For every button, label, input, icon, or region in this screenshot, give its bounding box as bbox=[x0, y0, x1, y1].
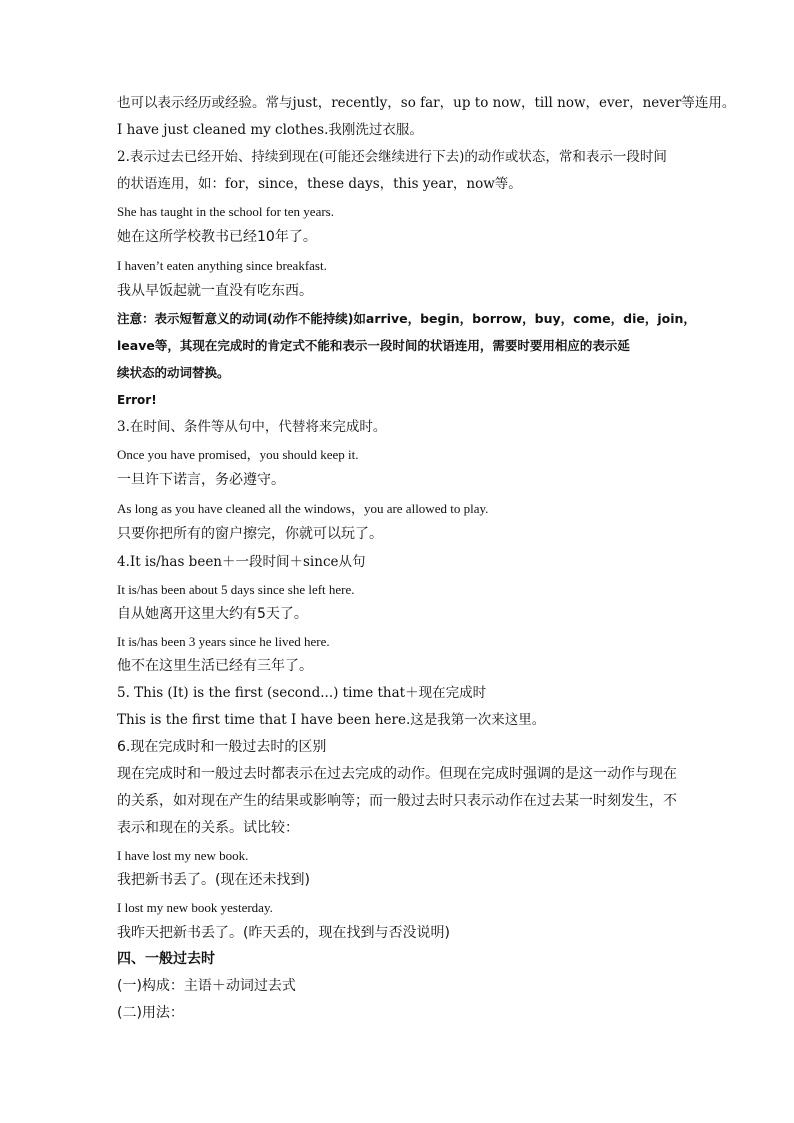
example-sentence-zh: 只要你把所有的窗户擦完，你就可以玩了。 bbox=[117, 526, 383, 542]
subsection-heading: (一)构成：主语＋动词过去式 bbox=[117, 978, 296, 994]
note-line: 注意：表示短暂意义的动词(动作不能持续)如arrive，begin，borrow，buy，come，die，join， bbox=[117, 311, 696, 326]
error-label: Error! bbox=[117, 393, 157, 407]
example-sentence-en: Once you have promised，you should keep it. bbox=[117, 447, 359, 462]
chapter-heading: 四、一般过去时 bbox=[117, 951, 215, 967]
example-sentence-zh: 自从她离开这里大约有5天了。 bbox=[117, 606, 308, 622]
example-sentence-zh: 她在这所学校教书已经10年了。 bbox=[117, 229, 317, 245]
text-line: 也可以表示经历或经验。常与just，recently，so far，up to now，till now，ever，never等连用。 bbox=[117, 95, 736, 111]
example-sentence-zh: 一旦许下诺言，务必遵守。 bbox=[117, 472, 285, 488]
section-heading: 4.It is/has been＋一段时间＋since从句 bbox=[117, 554, 366, 570]
text-line: 的状语连用，如：for，since，these days，this year，now等。 bbox=[117, 176, 522, 192]
example-sentence-en: I haven’t eaten anything since breakfast. bbox=[117, 258, 327, 273]
section-heading: 6.现在完成时和一般过去时的区别 bbox=[117, 739, 327, 755]
example-sentence-en: As long as you have cleaned all the windows，you are allowed to play. bbox=[117, 501, 489, 516]
note-line: leave等，其现在完成时的肯定式不能和表示一段时间的状语连用，需要时要用相应的表示延 bbox=[117, 338, 630, 353]
text-line: I have just cleaned my clothes.我刚洗过衣服。 bbox=[117, 122, 423, 138]
example-sentence-en: She has taught in the school for ten years. bbox=[117, 204, 334, 219]
text-line: 2.表示过去已经开始、持续到现在(可能还会继续进行下去)的动作或状态，常和表示一段时间 bbox=[117, 149, 667, 165]
example-sentence-en: It is/has been about 5 days since she left here. bbox=[117, 582, 355, 597]
section-heading: 5. This (It) is the first (second...) time that＋现在完成时 bbox=[117, 685, 487, 701]
example-sentence-zh: 他不在这里生活已经有三年了。 bbox=[117, 658, 313, 674]
example-sentence-zh: 我把新书丢了。(现在还未找到) bbox=[117, 872, 310, 888]
text-line: 现在完成时和一般过去时都表示在过去完成的动作。但现在完成时强调的是这一动作与现在 bbox=[117, 766, 677, 782]
text-line: This is the first time that I have been here.这是我第一次来这里。 bbox=[117, 712, 546, 728]
section-heading: 3.在时间、条件等从句中，代替将来完成时。 bbox=[117, 419, 387, 435]
example-sentence-zh: 我昨天把新书丢了。(昨天丢的，现在找到与否没说明) bbox=[117, 925, 450, 941]
subsection-heading: (二)用法： bbox=[117, 1005, 184, 1021]
example-sentence-en: I have lost my new book. bbox=[117, 848, 249, 863]
example-sentence-en: I lost my new book yesterday. bbox=[117, 900, 273, 915]
text-line: 表示和现在的关系。试比较： bbox=[117, 820, 299, 836]
example-sentence-zh: 我从早饭起就一直没有吃东西。 bbox=[117, 283, 313, 299]
example-sentence-en: It is/has been 3 years since he lived here. bbox=[117, 634, 330, 649]
note-line: 续状态的动词替换。 bbox=[117, 365, 230, 380]
text-line: 的关系，如对现在产生的结果或影响等；而一般过去时只表示动作在过去某一时刻发生，不 bbox=[117, 793, 677, 809]
